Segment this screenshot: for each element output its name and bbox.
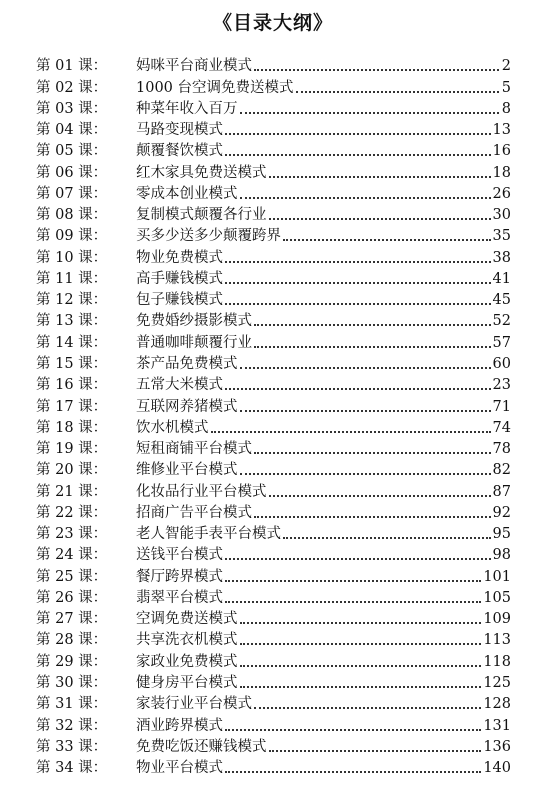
page-number: 113 bbox=[483, 632, 511, 649]
dot-leader bbox=[269, 176, 491, 178]
lesson-title: 物业免费模式 bbox=[136, 249, 223, 266]
lesson-title: 种菜年收入百万 bbox=[136, 100, 238, 117]
lesson-title: 招商广告平台模式 bbox=[136, 504, 252, 521]
lesson-title: 空调免费送模式 bbox=[136, 611, 238, 628]
lesson-number: 第 31 课： bbox=[36, 696, 108, 713]
page-number: 13 bbox=[492, 122, 511, 139]
lesson-number: 第 07 课： bbox=[36, 185, 108, 202]
dot-leader bbox=[225, 282, 491, 284]
dot-leader bbox=[283, 537, 491, 539]
dot-leader bbox=[240, 643, 482, 645]
toc-entry bbox=[36, 267, 511, 288]
page-number: 109 bbox=[483, 611, 511, 628]
dot-leader bbox=[240, 622, 482, 624]
lesson-number: 第 13 课： bbox=[36, 313, 108, 330]
dot-leader bbox=[225, 601, 481, 603]
lesson-number: 第 33 课： bbox=[36, 738, 108, 755]
toc-entry bbox=[36, 330, 511, 351]
lesson-title: 物业平台模式 bbox=[136, 760, 223, 777]
toc-entry bbox=[36, 203, 511, 224]
lesson-title: 买多少送多少颠覆跨界 bbox=[136, 228, 281, 245]
lesson-title: 翡翠平台模式 bbox=[136, 589, 223, 606]
page-number: 71 bbox=[492, 398, 511, 415]
dot-leader bbox=[254, 707, 481, 709]
lesson-number: 第 32 课： bbox=[36, 717, 108, 734]
lesson-number: 第 24 课： bbox=[36, 547, 108, 564]
lesson-title: 酒业跨界模式 bbox=[136, 717, 223, 734]
lesson-title: 维修业平台模式 bbox=[136, 462, 238, 479]
lesson-number: 第 02 课： bbox=[36, 79, 108, 96]
dot-leader bbox=[283, 239, 491, 241]
lesson-title: 包子赚钱模式 bbox=[136, 292, 223, 309]
dot-leader bbox=[254, 324, 491, 326]
page-number: 38 bbox=[492, 249, 511, 266]
lesson-title: 马路变现模式 bbox=[136, 122, 223, 139]
lesson-number: 第 01 课： bbox=[36, 58, 108, 75]
page-number: 125 bbox=[483, 674, 511, 691]
lesson-number: 第 11 课： bbox=[36, 270, 108, 287]
toc-entry bbox=[36, 543, 511, 564]
lesson-title: 共享洗衣机模式 bbox=[136, 632, 238, 649]
page-number: 41 bbox=[492, 270, 511, 287]
page-number: 35 bbox=[492, 228, 511, 245]
dot-leader bbox=[269, 218, 491, 220]
lesson-title: 化妆品行业平台模式 bbox=[136, 483, 267, 500]
lesson-number: 第 15 课： bbox=[36, 355, 108, 372]
page-number: 128 bbox=[483, 696, 511, 713]
lesson-number: 第 08 课： bbox=[36, 207, 108, 224]
lesson-number: 第 23 课： bbox=[36, 526, 108, 543]
toc-entry bbox=[36, 288, 511, 309]
lesson-number: 第 25 课： bbox=[36, 568, 108, 585]
toc-entry bbox=[36, 245, 511, 266]
lesson-title: 短租商铺平台模式 bbox=[136, 441, 252, 458]
dot-leader bbox=[240, 112, 500, 114]
lesson-number: 第 14 课： bbox=[36, 334, 108, 351]
lesson-number: 第 26 课： bbox=[36, 589, 108, 606]
lesson-title: 红木家具免费送模式 bbox=[136, 164, 267, 181]
page-number: 87 bbox=[492, 483, 511, 500]
page-number: 26 bbox=[492, 185, 511, 202]
lesson-title: 五常大米模式 bbox=[136, 377, 223, 394]
lesson-title: 免费婚纱摄影模式 bbox=[136, 313, 252, 330]
lesson-title: 零成本创业模式 bbox=[136, 185, 238, 202]
lesson-number: 第 16 课： bbox=[36, 377, 108, 394]
page-number: 74 bbox=[492, 419, 511, 436]
dot-leader bbox=[240, 410, 491, 412]
lesson-number: 第 20 课： bbox=[36, 462, 108, 479]
lesson-number: 第 22 课： bbox=[36, 504, 108, 521]
lesson-title: 家装行业平台模式 bbox=[136, 696, 252, 713]
lesson-title: 健身房平台模式 bbox=[136, 674, 238, 691]
dot-leader bbox=[240, 473, 491, 475]
dot-leader bbox=[225, 729, 481, 731]
toc-entry bbox=[36, 671, 511, 692]
dot-leader bbox=[240, 367, 491, 369]
lesson-title: 家政业免费模式 bbox=[136, 653, 238, 670]
toc-entry bbox=[36, 54, 511, 75]
page-number: 101 bbox=[483, 568, 511, 585]
table-of-contents bbox=[36, 54, 511, 777]
lesson-title: 老人智能手表平台模式 bbox=[136, 526, 281, 543]
lesson-number: 第 17 课： bbox=[36, 398, 108, 415]
page-number: 45 bbox=[492, 292, 511, 309]
toc-entry bbox=[36, 394, 511, 415]
lesson-number: 第 30 课： bbox=[36, 674, 108, 691]
dot-leader bbox=[254, 516, 491, 518]
dot-leader bbox=[240, 665, 482, 667]
page-number: 23 bbox=[492, 377, 511, 394]
page-number: 105 bbox=[483, 589, 511, 606]
dot-leader bbox=[240, 686, 482, 688]
lesson-number: 第 18 课： bbox=[36, 419, 108, 436]
lesson-number: 第 29 课： bbox=[36, 653, 108, 670]
page-number: 140 bbox=[483, 760, 511, 777]
toc-entry bbox=[36, 458, 511, 479]
lesson-number: 第 12 课： bbox=[36, 292, 108, 309]
dot-leader bbox=[225, 580, 481, 582]
toc-entry bbox=[36, 735, 511, 756]
lesson-number: 第 09 课： bbox=[36, 228, 108, 245]
toc-entry bbox=[36, 649, 511, 670]
lesson-title: 普通咖啡颠覆行业 bbox=[136, 334, 252, 351]
page-number: 2 bbox=[501, 58, 511, 75]
page-number: 78 bbox=[492, 441, 511, 458]
toc-entry bbox=[36, 628, 511, 649]
toc-entry bbox=[36, 607, 511, 628]
toc-entry bbox=[36, 182, 511, 203]
dot-leader bbox=[225, 303, 491, 305]
toc-entry bbox=[36, 75, 511, 96]
dot-leader bbox=[225, 771, 481, 773]
lesson-title: 1000 台空调免费送模式 bbox=[136, 79, 294, 96]
page-number: 52 bbox=[492, 313, 511, 330]
toc-entry bbox=[36, 479, 511, 500]
page-number: 60 bbox=[492, 355, 511, 372]
dot-leader bbox=[269, 495, 491, 497]
lesson-number: 第 04 课： bbox=[36, 122, 108, 139]
lesson-title: 妈咪平台商业模式 bbox=[136, 58, 252, 75]
toc-entry bbox=[36, 564, 511, 585]
lesson-number: 第 28 课： bbox=[36, 632, 108, 649]
toc-entry bbox=[36, 373, 511, 394]
dot-leader bbox=[225, 558, 491, 560]
toc-entry bbox=[36, 309, 511, 330]
lesson-title: 高手赚钱模式 bbox=[136, 270, 223, 287]
page-number: 131 bbox=[483, 717, 511, 734]
page-number: 16 bbox=[492, 143, 511, 160]
page-number: 18 bbox=[492, 164, 511, 181]
page-number: 118 bbox=[483, 653, 511, 670]
page-number: 98 bbox=[492, 547, 511, 564]
toc-entry bbox=[36, 224, 511, 245]
lesson-title: 餐厅跨界模式 bbox=[136, 568, 223, 585]
page-number: 8 bbox=[501, 100, 511, 117]
lesson-title: 茶产品免费模式 bbox=[136, 355, 238, 372]
lesson-title: 颠覆餐饮模式 bbox=[136, 143, 223, 160]
toc-entry bbox=[36, 756, 511, 777]
dot-leader bbox=[211, 431, 491, 433]
page-number: 5 bbox=[501, 79, 511, 96]
toc-entry bbox=[36, 139, 511, 160]
lesson-title: 免费吃饭还赚钱模式 bbox=[136, 738, 267, 755]
page-number: 57 bbox=[492, 334, 511, 351]
toc-entry bbox=[36, 522, 511, 543]
lesson-number: 第 05 课： bbox=[36, 143, 108, 160]
lesson-number: 第 34 课： bbox=[36, 760, 108, 777]
toc-entry bbox=[36, 692, 511, 713]
dot-leader bbox=[269, 750, 482, 752]
lesson-number: 第 10 课： bbox=[36, 249, 108, 266]
page-number: 92 bbox=[492, 504, 511, 521]
lesson-number: 第 03 课： bbox=[36, 100, 108, 117]
page-title: 《目录大纲》 bbox=[212, 12, 333, 34]
toc-entry bbox=[36, 501, 511, 522]
toc-entry bbox=[36, 352, 511, 373]
lesson-title: 复制模式颠覆各行业 bbox=[136, 207, 267, 224]
toc-entry bbox=[36, 713, 511, 734]
dot-leader bbox=[225, 154, 491, 156]
page-number: 136 bbox=[483, 738, 511, 755]
dot-leader bbox=[225, 133, 491, 135]
toc-entry bbox=[36, 586, 511, 607]
toc-entry bbox=[36, 160, 511, 181]
lesson-title: 饮水机模式 bbox=[136, 419, 209, 436]
dot-leader bbox=[254, 346, 491, 348]
dot-leader bbox=[296, 91, 499, 93]
page-number: 30 bbox=[492, 207, 511, 224]
lesson-title: 互联网养猪模式 bbox=[136, 398, 238, 415]
page-number: 82 bbox=[492, 462, 511, 479]
lesson-title: 送钱平台模式 bbox=[136, 547, 223, 564]
lesson-number: 第 19 课： bbox=[36, 441, 108, 458]
toc-entry bbox=[36, 118, 511, 139]
dot-leader bbox=[240, 197, 491, 199]
lesson-number: 第 21 课： bbox=[36, 483, 108, 500]
page-number: 95 bbox=[492, 526, 511, 543]
dot-leader bbox=[225, 388, 491, 390]
lesson-number: 第 06 课： bbox=[36, 164, 108, 181]
lesson-number: 第 27 课： bbox=[36, 611, 108, 628]
dot-leader bbox=[254, 69, 499, 71]
toc-entry bbox=[36, 437, 511, 458]
dot-leader bbox=[254, 452, 491, 454]
toc-entry bbox=[36, 416, 511, 437]
toc-entry bbox=[36, 97, 511, 118]
dot-leader bbox=[225, 261, 491, 263]
